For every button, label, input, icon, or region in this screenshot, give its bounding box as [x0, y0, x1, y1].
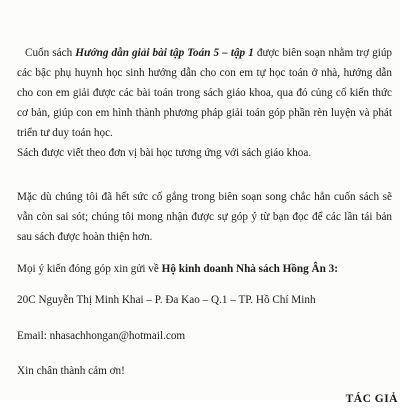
thanks-line: Xin chân thành cảm ơn! [17, 365, 125, 377]
structure-paragraph: Sách được viết theo đơn vị bài học tương ứng với sách giáo khoa. [17, 147, 312, 159]
feedback-paragraph [17, 259, 392, 279]
book-title: Hướng dẫn giải bài tập Toán 5 – tập 1 [75, 47, 254, 59]
intro-rest: được biên soạn nhằm trợ giúp các bậc phụ huynh học sinh hướng dẫn cho con em tự học toán ở nhà, hướng dẫn cho con em giải được các bài toán trong sách giáo khoa, qua đó củng cố kiến thức cơ bản, giúp con em hình thành phương pháp giải toán góp phần rèn luyện và phát triển tư duy toán học. [17, 47, 393, 139]
feedback-prefix: Mọi ý kiến đóng góp xin gửi về [17, 263, 162, 275]
author-signature: TÁC GIẢ [345, 393, 398, 405]
address-line: 20C Nguyễn Thị Minh Khai – P. Đa Kao – Q.1 – TP. Hồ Chí Minh [17, 294, 316, 306]
intro-paragraph [17, 43, 392, 143]
apology-paragraph: Mặc dù chúng tôi đã hết sức cố gắng trong biên soạn song chắc hẳn cuốn sách sẽ vẫn còn sai sót; chúng tôi mong nhận được sự góp ý từ bạn đọc để các lần tái bản sau sách được hoàn thiện hơn. [17, 191, 392, 243]
intro-prefix: Cuốn sách [25, 47, 76, 59]
publisher-name: Hộ kinh doanh Nhà sách Hồng Ân 3: [161, 263, 338, 275]
email-line: Email: nhasachhongan@hotmail.com [17, 330, 186, 342]
